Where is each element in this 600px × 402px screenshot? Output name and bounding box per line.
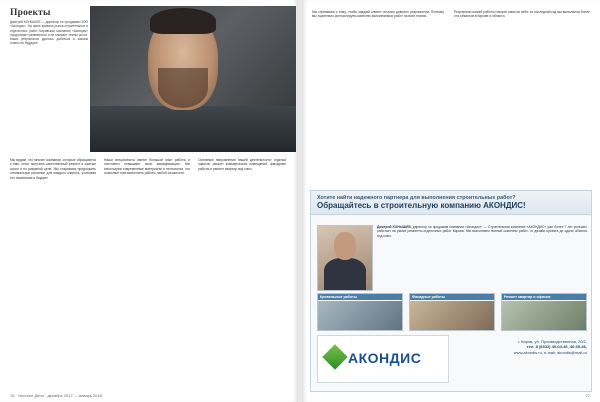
ad-header xyxy=(311,191,591,215)
logo-wordmark: АКОНДИС xyxy=(348,350,422,366)
paragraph: Основные направления нашей деятельности: отделка офисов, ремонт коммерческих помещений, фасадные работы и ремонт квартир под ключ. xyxy=(198,158,286,171)
ad-body xyxy=(317,225,587,385)
left-page xyxy=(0,0,298,402)
left-column-2 xyxy=(104,158,190,178)
intro-text: Дмитрий КОНЫШЕВ — директор по продажам ООО «Акондис». На фоне кризиса рынка строительных и отделочных работ Кировская компания «Акондис» продолжает развиваться и не снижает темпы роста. Каких результатов удалось добиться и каковы планы на будущее. xyxy=(10,20,88,46)
person-suit xyxy=(324,258,366,290)
thumb-image xyxy=(502,301,586,331)
person-head xyxy=(334,232,356,260)
left-column-3 xyxy=(198,158,286,173)
contact-address: г. Киров, ул. Производственная, 20/2, xyxy=(517,339,587,344)
paragraph: Мы видим, что многие компании, которые обращаются к нам, хотят получить качественный ремонт в сжатые сроки и по разумной цене. Мы стараемся предложить оптимальное решение для каждого клиента, учитывая его пожелания и бюджет. xyxy=(10,158,96,180)
portrait-photo xyxy=(90,6,296,152)
ad-headline: Обращайтесь в строительную компанию АКОНДИС! xyxy=(317,201,526,210)
page-folio: 76 · Честное Дело · декабрь 2017 — январь 2018 xyxy=(10,393,102,398)
paragraph: Наши специалисты имеют большой опыт работы и постоянно повышают свою квалификацию. Мы используем современные материалы и технологии, что позволяет нам выполнять работы любой сложности. xyxy=(104,158,190,176)
contact-web: www.akondis.ru, e-mail: akondis@mail.ru xyxy=(513,349,587,355)
paragraph: Результаты нашей работы говорят сами за себя: за последний год мы выполнили более ста объектов в Кирове и области. xyxy=(454,10,590,19)
thumb-image xyxy=(318,301,402,331)
ad-thumbnails xyxy=(317,293,587,331)
thumb-caption: Фасадные работы xyxy=(410,294,494,300)
intro-block xyxy=(10,20,88,46)
photo-beard xyxy=(158,68,208,108)
ad-text xyxy=(377,225,587,238)
thumb-caption: Ремонт квартир и офисов xyxy=(502,294,586,300)
thumb-facade xyxy=(409,293,495,331)
company-logo xyxy=(317,335,449,383)
right-column-1 xyxy=(312,10,444,21)
thumb-renovation xyxy=(501,293,587,331)
thumb-caption: Кровельные работы xyxy=(318,294,402,300)
thumb-image xyxy=(410,301,494,331)
paragraph: Мы стремимся к тому, чтобы каждый клиент остался доволен результатом. Поэтому мы тщательно контролируем качество выполняемых работ на всех этапах. xyxy=(312,10,444,19)
ad-person-name: Дмитрий КОНЫШЕВ, xyxy=(377,225,412,229)
ad-quote: — Строительная компания «АКОНДИС» уже более 7 лет успешно работает на рынке ремонтно-отделочных работ Кирова. Мы выполняем полный комплекс работ: от дизайн-проекта до сдачи объекта под ключ. xyxy=(377,225,588,238)
right-page xyxy=(302,0,600,402)
ad-person-photo xyxy=(317,225,373,291)
photo-shirt xyxy=(90,106,296,152)
right-column-2 xyxy=(454,10,590,21)
photo-hair xyxy=(150,8,216,34)
contact-phone: тел. 8 (8332) 40-04-46, 40-05-46, xyxy=(526,344,587,350)
thumb-roofing xyxy=(317,293,403,331)
section-label: Проекты xyxy=(10,8,51,18)
advertisement xyxy=(310,190,592,392)
ad-person-role: директор по продажам компании «Акондис»: xyxy=(412,225,483,229)
logo-mark-icon xyxy=(322,344,347,369)
page-folio: 77 xyxy=(585,393,590,398)
ad-contacts xyxy=(453,339,587,355)
left-column-1 xyxy=(10,158,96,182)
ad-kicker: Хотите найти надежного партнера для выполнения строительных работ? xyxy=(317,195,516,201)
